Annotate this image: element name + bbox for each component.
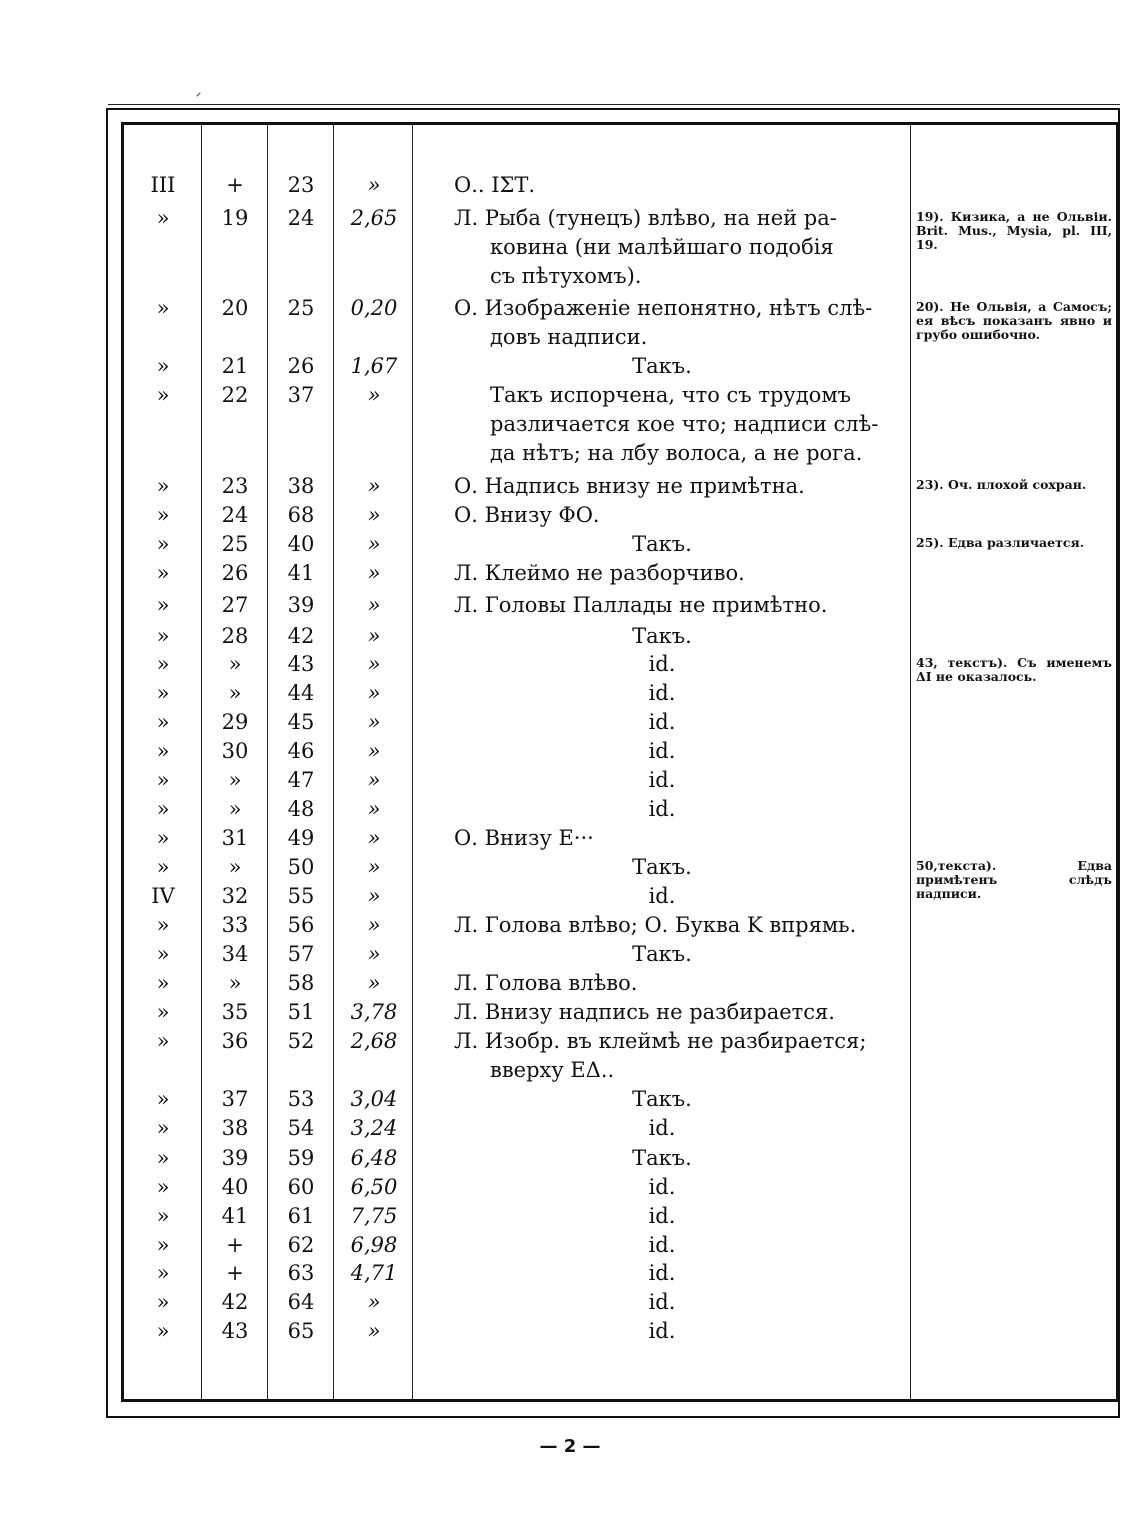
catalog-number-cell: 24: [287, 206, 315, 230]
number-cell: 29: [221, 710, 249, 734]
weight-cell: »: [367, 797, 381, 821]
weight-cell: »: [367, 710, 381, 734]
number-cell: 33: [221, 913, 249, 937]
catalog-number-cell: 48: [287, 797, 315, 821]
weight-cell: 3,78: [350, 1000, 398, 1024]
weight-cell: »: [367, 624, 381, 648]
catalog-number-cell: 38: [287, 474, 315, 498]
weight-cell: 4,71: [350, 1261, 398, 1285]
catalog-number-cell: 54: [287, 1116, 315, 1140]
catalog-number-cell: 65: [287, 1319, 315, 1343]
catalog-number-cell: 63: [287, 1261, 315, 1285]
section-cell: »: [156, 1029, 170, 1053]
section-cell: »: [156, 206, 170, 230]
section-cell: »: [156, 1261, 170, 1285]
catalog-number-cell: 62: [287, 1233, 315, 1257]
section-cell: »: [156, 739, 170, 763]
description-line: довъ надписи.: [490, 325, 648, 349]
number-cell: »: [228, 855, 242, 879]
number-cell: »: [228, 768, 242, 792]
weight-cell: »: [367, 913, 381, 937]
catalog-number-cell: 61: [287, 1204, 315, 1228]
catalog-number-cell: 37: [287, 383, 315, 407]
number-cell: 30: [221, 739, 249, 763]
weight-cell: »: [367, 532, 381, 556]
description-line: id.: [648, 1319, 676, 1343]
description-cell: [414, 1259, 910, 1288]
description-line: id.: [648, 1204, 676, 1228]
description-line: Л. Рыба (тунецъ) влѣво, на ней ра-: [454, 206, 837, 230]
description-cell: [454, 204, 874, 291]
description-line: id.: [648, 768, 676, 792]
section-cell: »: [156, 826, 170, 850]
section-cell: »: [156, 1000, 170, 1024]
catalog-number-cell: 44: [287, 681, 315, 705]
description-line: Такъ.: [632, 354, 692, 378]
number-cell: 40: [221, 1175, 249, 1199]
number-cell: 43: [221, 1319, 249, 1343]
weight-cell: »: [367, 173, 381, 197]
weight-cell: 0,20: [350, 296, 398, 320]
section-cell: »: [156, 797, 170, 821]
number-cell: 37: [221, 1087, 249, 1111]
weight-cell: »: [367, 383, 381, 407]
number-cell: 22: [221, 383, 249, 407]
section-cell: »: [156, 1116, 170, 1140]
description-cell: [454, 381, 879, 468]
description-cell: [414, 1173, 910, 1202]
weight-cell: 6,48: [350, 1146, 398, 1170]
description-line: О. Изображеніе непонятно, нѣтъ слѣ-: [454, 296, 873, 320]
catalog-number-cell: 23: [287, 173, 315, 197]
description-line: Л. Голова влѣво; О. Буква Κ впрямь.: [454, 913, 857, 937]
weight-cell: 6,98: [350, 1233, 398, 1257]
weight-cell: »: [367, 739, 381, 763]
description-cell: [454, 294, 874, 352]
section-cell: IV: [151, 884, 175, 908]
weight-cell: 7,75: [350, 1204, 398, 1228]
section-cell: »: [156, 593, 170, 617]
number-cell: 38: [221, 1116, 249, 1140]
weight-cell: »: [367, 971, 381, 995]
number-cell: 19: [221, 206, 249, 230]
weight-cell: »: [367, 942, 381, 966]
note-cell: 50,текста). Едва примѣтенъ слѣдъ надписи.: [916, 858, 1112, 901]
section-cell: »: [156, 971, 170, 995]
description-cell: [414, 766, 910, 795]
description-cell: [414, 882, 910, 911]
description-line: Такъ.: [632, 532, 692, 556]
weight-cell: 1,67: [350, 354, 398, 378]
weight-cell: »: [367, 1290, 381, 1314]
section-cell: »: [156, 1290, 170, 1314]
description-cell: [414, 650, 910, 679]
description-line: О. Внизу ΦΟ.: [454, 503, 600, 527]
number-cell: 39: [221, 1146, 249, 1170]
description-line: Л. Головы Паллады не примѣтно.: [454, 593, 828, 617]
number-cell: 21: [221, 354, 249, 378]
section-cell: »: [156, 1233, 170, 1257]
number-cell: »: [228, 971, 242, 995]
number-cell: +: [226, 1261, 244, 1285]
description-cell: [414, 795, 910, 824]
description-cell: [454, 998, 874, 1027]
number-cell: »: [228, 797, 242, 821]
weight-cell: 6,50: [350, 1175, 398, 1199]
catalog-number-cell: 55: [287, 884, 315, 908]
description-line: О.. ΙΣΤ.: [454, 173, 536, 197]
catalog-number-cell: 49: [287, 826, 315, 850]
description-line: id.: [648, 710, 676, 734]
note-cell: 19). Кизика, а не Ольвіи. Brit. Mus., Mysia, pl. III, 19.: [916, 209, 1112, 252]
description-line: Такъ испорчена, что съ трудомъ: [490, 383, 852, 407]
section-cell: III: [150, 173, 176, 197]
catalog-number-cell: 26: [287, 354, 315, 378]
description-cell: [414, 1144, 910, 1173]
description-cell: [414, 679, 910, 708]
page-number: — 2 —: [539, 1436, 601, 1457]
catalog-number-cell: 43: [287, 652, 315, 676]
catalog-number-cell: 51: [287, 1000, 315, 1024]
weight-cell: 2,65: [350, 206, 398, 230]
number-cell: 34: [221, 942, 249, 966]
section-cell: »: [156, 710, 170, 734]
description-line: О. Надпись внизу не примѣтна.: [454, 474, 805, 498]
description-cell: [414, 1231, 910, 1260]
catalog-number-cell: 53: [287, 1087, 315, 1111]
description-cell: [414, 352, 910, 381]
weight-cell: »: [367, 1319, 381, 1343]
section-cell: »: [156, 1319, 170, 1343]
section-cell: »: [156, 532, 170, 556]
description-cell: [414, 1114, 910, 1143]
number-cell: »: [228, 652, 242, 676]
section-cell: »: [156, 1087, 170, 1111]
weight-cell: »: [367, 768, 381, 792]
description-line: Л. Изобр. въ клеймѣ не разбирается;: [454, 1029, 867, 1053]
note-cell: 25). Едва различается.: [916, 535, 1085, 550]
number-cell: 35: [221, 1000, 249, 1024]
catalog-number-cell: 39: [287, 593, 315, 617]
description-line: различается кое что; надписи слѣ-: [490, 412, 879, 436]
description-line: id.: [648, 739, 676, 763]
description-cell: [414, 530, 910, 559]
catalog-number-cell: 46: [287, 739, 315, 763]
description-line: id.: [648, 1116, 676, 1140]
column-divider-5: [910, 125, 911, 1399]
description-cell: [454, 171, 874, 200]
number-cell: 25: [221, 532, 249, 556]
description-cell: [454, 824, 874, 853]
section-cell: »: [156, 1146, 170, 1170]
description-cell: [454, 1027, 874, 1085]
section-cell: »: [156, 681, 170, 705]
number-cell: »: [228, 681, 242, 705]
catalog-number-cell: 52: [287, 1029, 315, 1053]
section-cell: »: [156, 296, 170, 320]
section-cell: »: [156, 913, 170, 937]
weight-cell: »: [367, 652, 381, 676]
scan-mark: [196, 92, 200, 96]
number-cell: 32: [221, 884, 249, 908]
catalog-number-cell: 57: [287, 942, 315, 966]
description-line: Такъ.: [632, 624, 692, 648]
description-cell: [454, 591, 874, 620]
description-line: Такъ.: [632, 1146, 692, 1170]
catalog-number-cell: 45: [287, 710, 315, 734]
section-cell: »: [156, 855, 170, 879]
note-cell: 23). Оч. плохой сохран.: [916, 477, 1087, 492]
section-cell: »: [156, 354, 170, 378]
description-cell: [414, 1317, 910, 1346]
section-cell: »: [156, 1175, 170, 1199]
number-cell: 23: [221, 474, 249, 498]
section-cell: »: [156, 474, 170, 498]
description-line: вверху ΕΔ..: [490, 1058, 615, 1082]
catalog-number-cell: 41: [287, 561, 315, 585]
section-cell: »: [156, 383, 170, 407]
description-line: id.: [648, 681, 676, 705]
number-cell: 28: [221, 624, 249, 648]
number-cell: 26: [221, 561, 249, 585]
catalog-number-cell: 25: [287, 296, 315, 320]
note-cell: 43, текстъ). Съ именемъ ΔΙ не оказалось.: [916, 655, 1112, 684]
section-cell: »: [156, 624, 170, 648]
section-cell: »: [156, 768, 170, 792]
description-line: Л. Клеймо не разборчиво.: [454, 561, 745, 585]
weight-cell: »: [367, 884, 381, 908]
weight-cell: »: [367, 826, 381, 850]
description-line: Л. Внизу надпись не разбирается.: [454, 1000, 835, 1024]
catalog-number-cell: 59: [287, 1146, 315, 1170]
weight-cell: »: [367, 561, 381, 585]
catalog-number-cell: 42: [287, 624, 315, 648]
description-cell: [414, 622, 910, 651]
description-cell: [414, 708, 910, 737]
number-cell: 42: [221, 1290, 249, 1314]
catalog-number-cell: 64: [287, 1290, 315, 1314]
weight-cell: »: [367, 681, 381, 705]
catalog-number-cell: 58: [287, 971, 315, 995]
description-line: id.: [648, 884, 676, 908]
section-cell: »: [156, 1204, 170, 1228]
description-line: Такъ.: [632, 855, 692, 879]
weight-cell: »: [367, 474, 381, 498]
description-cell: [414, 1085, 910, 1114]
catalog-number-cell: 40: [287, 532, 315, 556]
catalog-number-cell: 47: [287, 768, 315, 792]
number-cell: +: [226, 173, 244, 197]
description-line: id.: [648, 797, 676, 821]
description-line: ковина (ни малѣйшаго подобія: [490, 235, 834, 259]
description-cell: [454, 501, 874, 530]
top-rule: [108, 104, 1120, 105]
description-line: съ пѣтухомъ).: [490, 264, 642, 288]
section-cell: »: [156, 503, 170, 527]
description-cell: [414, 1288, 910, 1317]
catalog-number-cell: 50: [287, 855, 315, 879]
description-line: да нѣтъ; на лбу волоса, а не рога.: [490, 441, 863, 465]
weight-cell: »: [367, 855, 381, 879]
weight-cell: »: [367, 593, 381, 617]
description-line: Л. Голова влѣво.: [454, 971, 638, 995]
weight-cell: 3,04: [350, 1087, 398, 1111]
catalog-number-cell: 56: [287, 913, 315, 937]
weight-cell: 2,68: [350, 1029, 398, 1053]
description-line: Такъ.: [632, 942, 692, 966]
number-cell: 27: [221, 593, 249, 617]
weight-cell: 3,24: [350, 1116, 398, 1140]
description-cell: [454, 911, 874, 940]
description-cell: [414, 1202, 910, 1231]
description-cell: [414, 737, 910, 766]
description-cell: [454, 559, 874, 588]
description-line: Такъ.: [632, 1087, 692, 1111]
section-cell: »: [156, 561, 170, 585]
description-line: id.: [648, 1175, 676, 1199]
description-cell: [414, 940, 910, 969]
number-cell: +: [226, 1233, 244, 1257]
description-line: id.: [648, 1261, 676, 1285]
catalog-number-cell: 60: [287, 1175, 315, 1199]
weight-cell: »: [367, 503, 381, 527]
note-cell: 20). Не Ольвія, а Самосъ; ея вѣсъ показанъ явно и грубо ошибочно.: [916, 299, 1112, 342]
section-cell: »: [156, 942, 170, 966]
number-cell: 31: [221, 826, 249, 850]
description-cell: [454, 472, 874, 501]
section-cell: »: [156, 652, 170, 676]
description-line: id.: [648, 652, 676, 676]
catalog-number-cell: 68: [287, 503, 315, 527]
description-line: id.: [648, 1233, 676, 1257]
number-cell: 20: [221, 296, 249, 320]
number-cell: 41: [221, 1204, 249, 1228]
description-line: id.: [648, 1290, 676, 1314]
number-cell: 24: [221, 503, 249, 527]
description-cell: [414, 853, 910, 882]
description-cell: [454, 969, 874, 998]
description-line: О. Внизу Ε···: [454, 826, 594, 850]
number-cell: 36: [221, 1029, 249, 1053]
